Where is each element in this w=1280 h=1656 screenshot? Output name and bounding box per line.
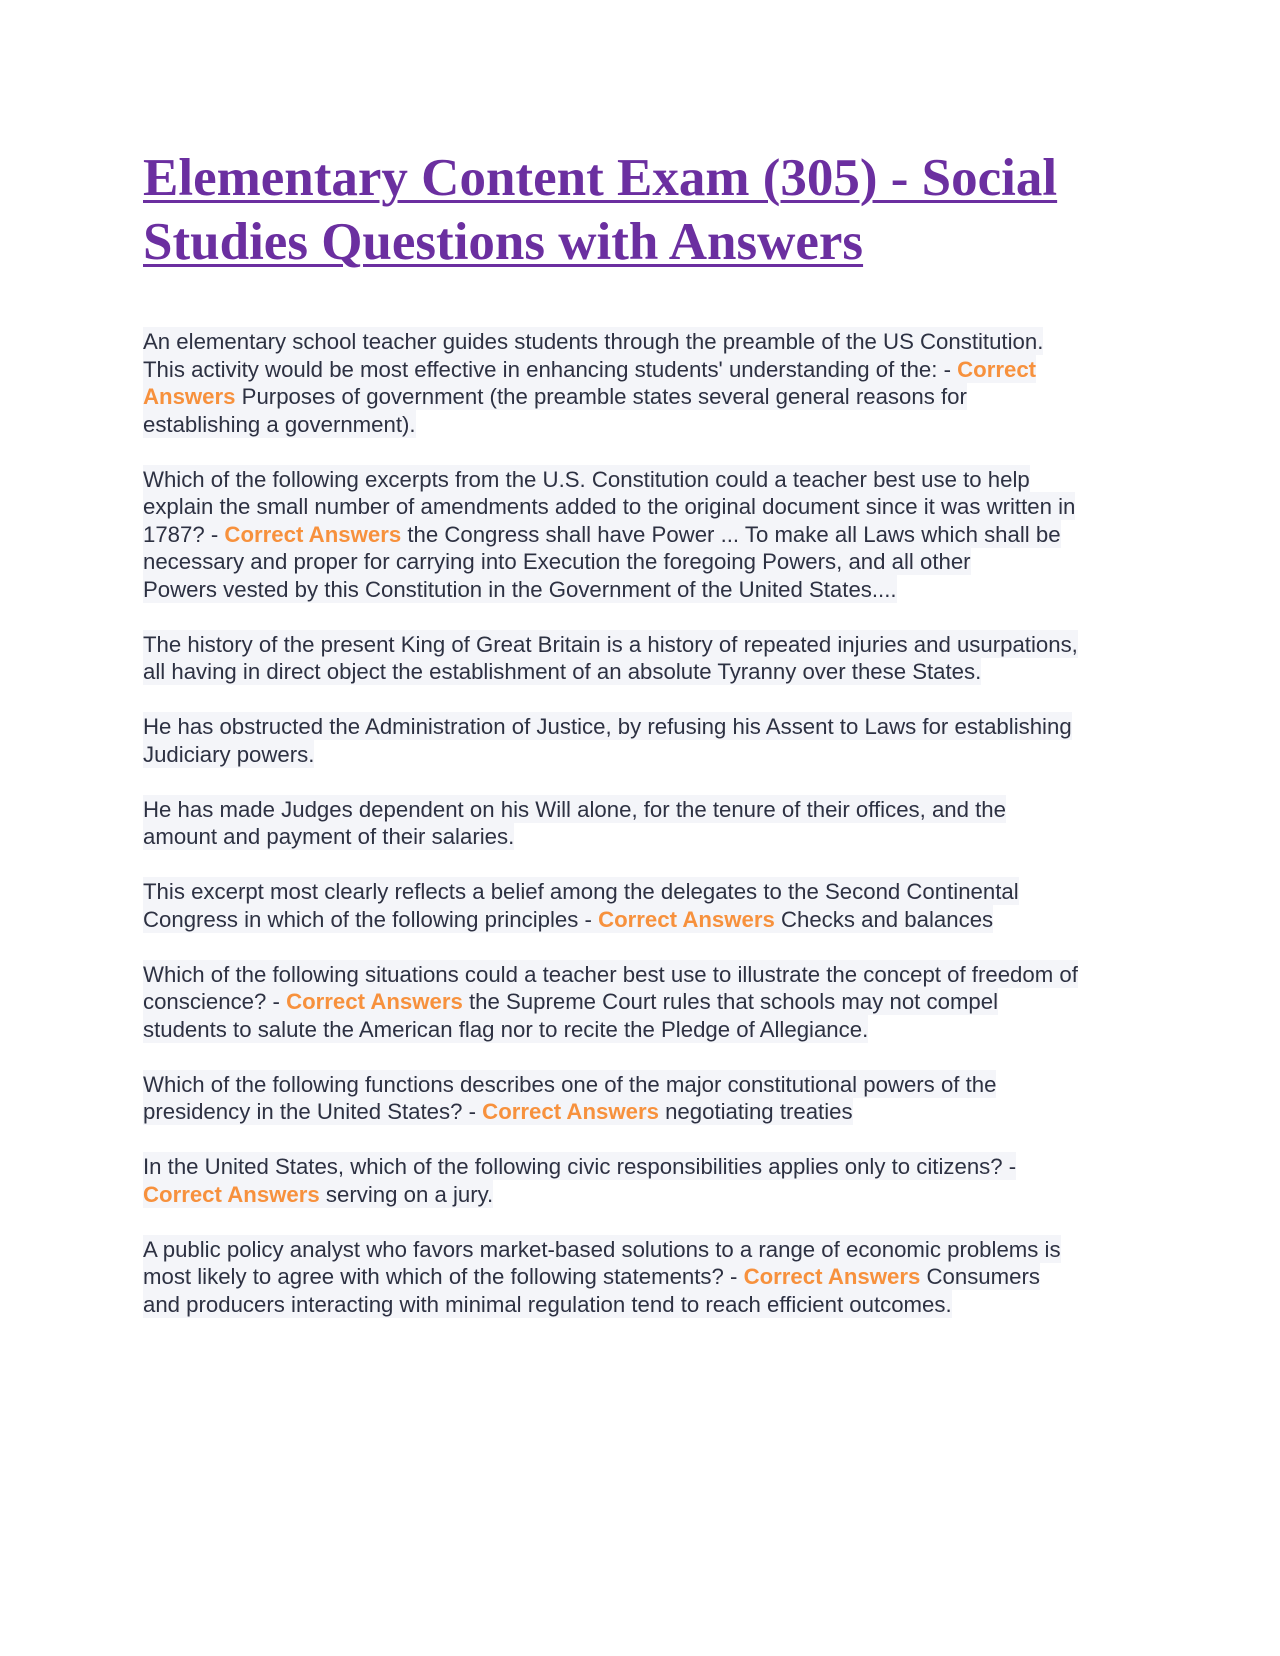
question-text: Which of the following excerpts from the U.S. Constitution could a teacher best use to help explain the small number of amendments added to the original document since it was written in 1787? - <box>143 466 1076 547</box>
question-text: The history of the present King of Great Britain is a history of repeated injuries and usurpations, all having in direct object the establishment of an absolute Tyranny over these States. <box>143 631 1078 684</box>
correct-answers-label: Correct Answers <box>286 989 463 1014</box>
answer-text: serving on a jury. <box>319 1181 494 1207</box>
correct-answers-label: Correct Answers <box>743 1264 921 1289</box>
question-text: In the United States, which of the following civic responsibilities applies only to citizens? - <box>143 1154 1017 1179</box>
qa-item <box>143 878 1078 933</box>
question-text: He has obstructed the Administration of Justice, by refusing his Assent to Laws for establishing Judiciary powers. <box>143 714 1072 767</box>
correct-answers-label: Correct Answers <box>143 1181 320 1207</box>
question-text: Which of the following functions describes one of the major constitutional powers of the presidency in the United States? - <box>143 1071 997 1124</box>
question-text: A public policy analyst who favors market-based solutions to a range of economic problems is most likely to agree with which of the following statements? - <box>143 1236 1061 1289</box>
document-page <box>143 146 1078 1346</box>
qa-list <box>143 328 1078 1318</box>
qa-item <box>143 466 1078 604</box>
answer-text: Purposes of government (the preamble states several general reasons for establishing a government). <box>143 384 967 437</box>
correct-answers-label: Correct Answers <box>224 521 402 547</box>
qa-item <box>143 961 1078 1044</box>
question-text: An elementary school teacher guides students through the preamble of the US Constitution. This activity would be most effective in enhancing students' understanding of the: - <box>143 329 1044 382</box>
answer-text: the Supreme Court rules that schools may not compel students to salute the American flag nor to recite the Pledge of Allegiance. <box>143 989 999 1042</box>
correct-answers-label: Correct Answers <box>598 906 775 932</box>
excerpt-paragraph <box>143 796 1078 851</box>
document-title[interactable]: Elementary Content Exam (305) - Social Studies Questions with Answers <box>143 149 1058 271</box>
qa-item <box>143 328 1078 438</box>
question-text: This excerpt most clearly reflects a belief among the delegates to the Second Continental Congress in which of the following principles - <box>143 879 1019 932</box>
qa-item <box>143 1153 1078 1208</box>
correct-answers-label: Correct Answers <box>482 1099 659 1124</box>
question-text: Which of the following situations could a teacher best use to illustrate the concept of freedom of conscience? - <box>143 961 1078 1014</box>
question-text: He has made Judges dependent on his Will alone, for the tenure of their offices, and the amount and payment of their salaries. <box>143 796 1006 849</box>
excerpt-paragraph <box>143 631 1078 686</box>
excerpt-paragraph <box>143 713 1078 768</box>
correct-answers-label: Correct Answers <box>143 356 1037 409</box>
qa-item <box>143 1071 1078 1126</box>
qa-item <box>143 1236 1078 1319</box>
answer-text: negotiating treaties <box>658 1099 853 1124</box>
answer-text: the Congress shall have Power ... To make all Laws which shall be necessary and proper for carrying into Execution the foregoing Powers, and all other Powers vested by this Constitution in the Government of the United States.... <box>143 521 1061 602</box>
answer-text: Checks and balances <box>774 906 994 932</box>
answer-text: Consumers and producers interacting with minimal regulation tend to reach efficient outcomes. <box>143 1264 1040 1317</box>
